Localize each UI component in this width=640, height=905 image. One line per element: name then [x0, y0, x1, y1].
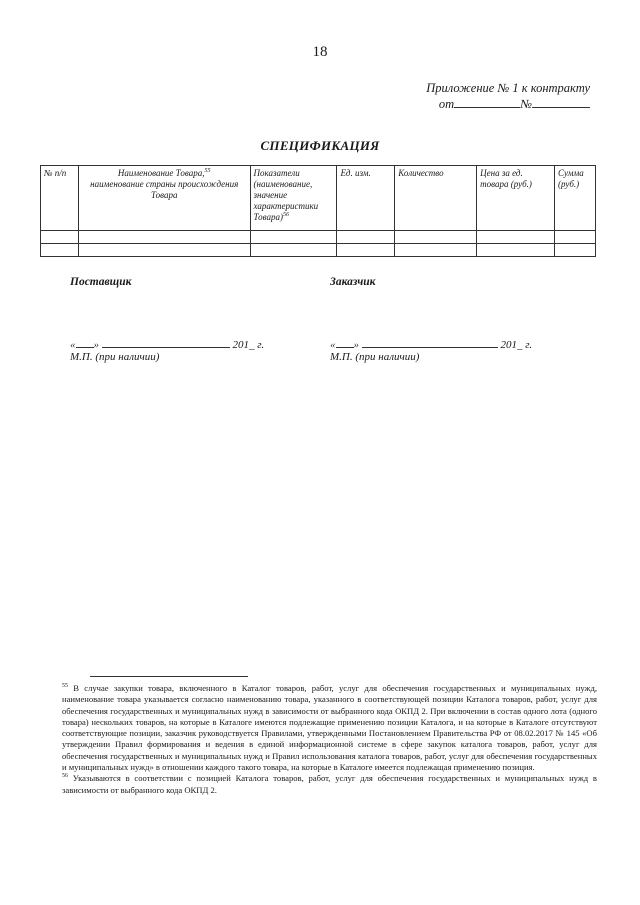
specification-table [40, 165, 596, 257]
col-header-characteristics [250, 166, 337, 231]
day-blank [76, 336, 94, 348]
contract-number-blank [532, 96, 590, 108]
table-cell [395, 244, 477, 257]
table-cell [250, 244, 337, 257]
table-header-row [41, 166, 596, 231]
product-name-label: Наименование Товара, [117, 168, 205, 178]
table-cell [395, 231, 477, 244]
contract-date-blank [454, 96, 520, 108]
footnote-56 [62, 773, 597, 796]
table-cell [41, 231, 79, 244]
col-header-product-name [78, 166, 250, 231]
table-cell [337, 231, 395, 244]
col-header-sum: Сумма (руб.) [555, 166, 596, 231]
footnote-number: 55 [62, 683, 68, 690]
footnote-divider [90, 676, 248, 677]
customer-label: Заказчик [330, 276, 376, 288]
document-title: СПЕЦИФИКАЦИЯ [260, 138, 380, 153]
quote-close: » [353, 339, 359, 351]
page-number: 18 [312, 44, 328, 60]
table-cell [477, 231, 555, 244]
month-blank [102, 336, 230, 348]
table-cell [78, 244, 250, 257]
quote-open: « [70, 339, 76, 351]
contract-number-label: № [520, 97, 532, 111]
table-cell [555, 231, 596, 244]
day-blank [336, 336, 354, 348]
table-row [41, 231, 596, 244]
appendix-header [400, 80, 590, 112]
footnotes [62, 683, 597, 796]
characteristics-label: Показатели (наименование, значение характеристики Товара) [253, 168, 319, 222]
table-cell [555, 244, 596, 257]
origin-country-label: наименование страны происхождения Товара [90, 179, 239, 200]
footnote-ref-56: 56 [283, 212, 290, 218]
col-header-unit-price: Цена за ед. товара (руб.) [477, 166, 555, 231]
supplier-label: Поставщик [70, 276, 132, 288]
customer-signature-date [330, 336, 532, 351]
table-cell [477, 244, 555, 257]
appendix-contract-ref [400, 96, 590, 112]
footnote-ref-55: 55 [204, 168, 211, 174]
table-row [41, 244, 596, 257]
year-text: 201_ г. [500, 339, 533, 351]
table-cell [78, 231, 250, 244]
month-blank [362, 336, 498, 348]
table-cell [250, 231, 337, 244]
quote-open: « [330, 339, 336, 351]
year-text: 201_ г. [232, 339, 265, 351]
appendix-title: Приложение № 1 к контракту [426, 81, 590, 95]
table-cell [337, 244, 395, 257]
col-header-quantity: Количество [395, 166, 477, 231]
footnote-number: 56 [62, 773, 68, 780]
contract-date-label: от [438, 97, 455, 111]
footnote-text: В случае закупки товара, включенного в Каталог товаров, работ, услуг для обеспечения государственных и муниципальных нужд, наименование товара указывается согласно наименованию товара, указанного в соответствующей позиции Каталога товаров, работ, услуг для обеспечения государственных и муниципальных нужд в зависимости от выбранного кода ОКПД 2. При включении в состав одного лота (одного товара) нескольких товаров, на которые в Каталоге имеются подлежащие применению позиции Каталога, и на которые в Каталоге отсутствуют соответствующие позиции, заказчик руководствуется Правилами, утвержденными Постановлением Правительства РФ от 08.02.2017 № 145 «Об утверждении Правил формирования и ведения в единой информационной системе в сфере закупок каталога товаров, работ, услуг для обеспечения государственных и муниципальных нужд и Правил использования каталога товаров, работ, услуг для обеспечения государственных и муниципальных нужд» в отношении каждого такого товара, на которые в Каталоге имеется подлежащая применению позиция. [62, 683, 597, 773]
col-header-unit: Ед. изм. [337, 166, 395, 231]
footnote-55 [62, 683, 597, 773]
supplier-seal: М.П. (при наличии) [70, 351, 160, 363]
table-cell [41, 244, 79, 257]
customer-seal: М.П. (при наличии) [330, 351, 420, 363]
supplier-signature-date [70, 336, 264, 351]
quote-close: » [93, 339, 99, 351]
footnote-text: Указываются в соответствии с позицией Каталога товаров, работ, услуг для обеспечения государственных и муниципальных нужд в зависимости от выбранного кода ОКПД 2. [62, 773, 597, 795]
col-header-number: № п/п [41, 166, 79, 231]
